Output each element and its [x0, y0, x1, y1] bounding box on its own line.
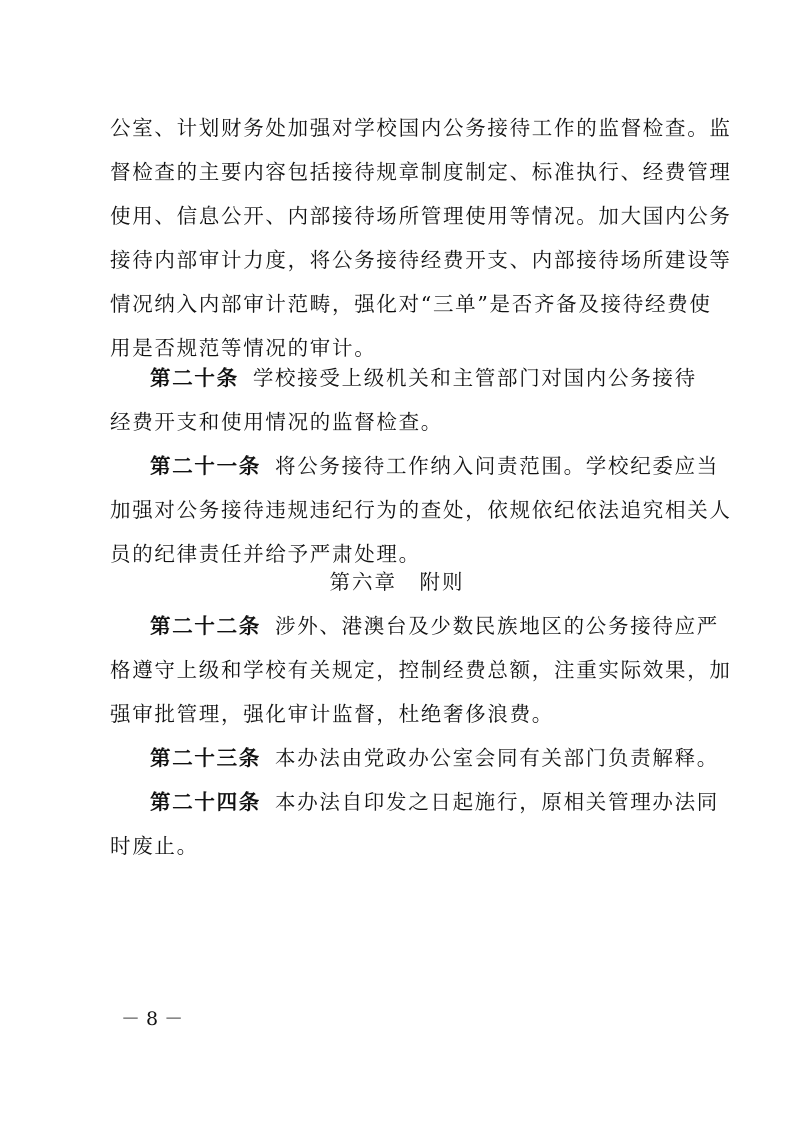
continuation-line-6: 用是否规范等情况的审计。	[110, 336, 377, 360]
continuation-line-5: 情况纳入内部审计范畴，强化对“三单”是否齐备及接待经费使	[110, 292, 712, 316]
article-24-number: 第二十四条	[150, 790, 261, 814]
article-22-text-2: 格遵守上级和学校有关规定，控制经费总额，注重实际效果，加	[110, 658, 732, 682]
article-21-number: 第二十一条	[150, 454, 261, 478]
continuation-line-4: 接待内部审计力度，将公务接待经费开支、内部接待场所建设等	[110, 248, 732, 272]
article-21-text-1: 将公务接待工作纳入问责范围。学校纪委应当	[275, 454, 719, 478]
chapter-6-title: 第六章 附则	[329, 570, 465, 594]
article-20-first-line	[150, 356, 695, 400]
article-22-text-1: 涉外、港澳台及少数民族地区的公务接待应严	[275, 614, 719, 638]
article-24-text-1: 本办法自印发之日起施行，原相关管理办法同	[275, 790, 719, 814]
article-22-first-line	[150, 604, 719, 648]
article-21-text-2: 加强对公务接待违规违纪行为的查处，依规依纪依法追究相关人	[110, 498, 732, 522]
article-20-text-1: 学校接受上级机关和主管部门对国内公务接待	[252, 366, 697, 390]
article-24-first-line	[150, 780, 719, 824]
article-23-first-line	[150, 736, 719, 780]
article-22-text-3: 强审批管理，强化审计监督，杜绝奢侈浪费。	[110, 702, 554, 726]
article-21-text-3: 员的纪律责任并给予严肃处理。	[110, 542, 421, 566]
article-23-number: 第二十三条	[150, 746, 261, 770]
article-23-text-1: 本办法由党政办公室会同有关部门负责解释。	[275, 746, 719, 770]
page-number: － 8 －	[121, 1008, 184, 1030]
article-20-text-2: 经费开支和使用情况的监督检查。	[110, 410, 443, 434]
continuation-line-1: 公室、计划财务处加强对学校国内公务接待工作的监督检查。监	[110, 116, 732, 140]
article-24-text-2: 时废止。	[110, 834, 199, 858]
article-22-number: 第二十二条	[150, 614, 261, 638]
article-20-number: 第二十条	[150, 366, 239, 390]
continuation-line-2: 督检查的主要内容包括接待规章制度制定、标准执行、经费管理	[110, 160, 732, 184]
continuation-line-3: 使用、信息公开、内部接待场所管理使用等情况。加大国内公务	[110, 204, 732, 228]
article-21-first-line	[150, 444, 719, 488]
